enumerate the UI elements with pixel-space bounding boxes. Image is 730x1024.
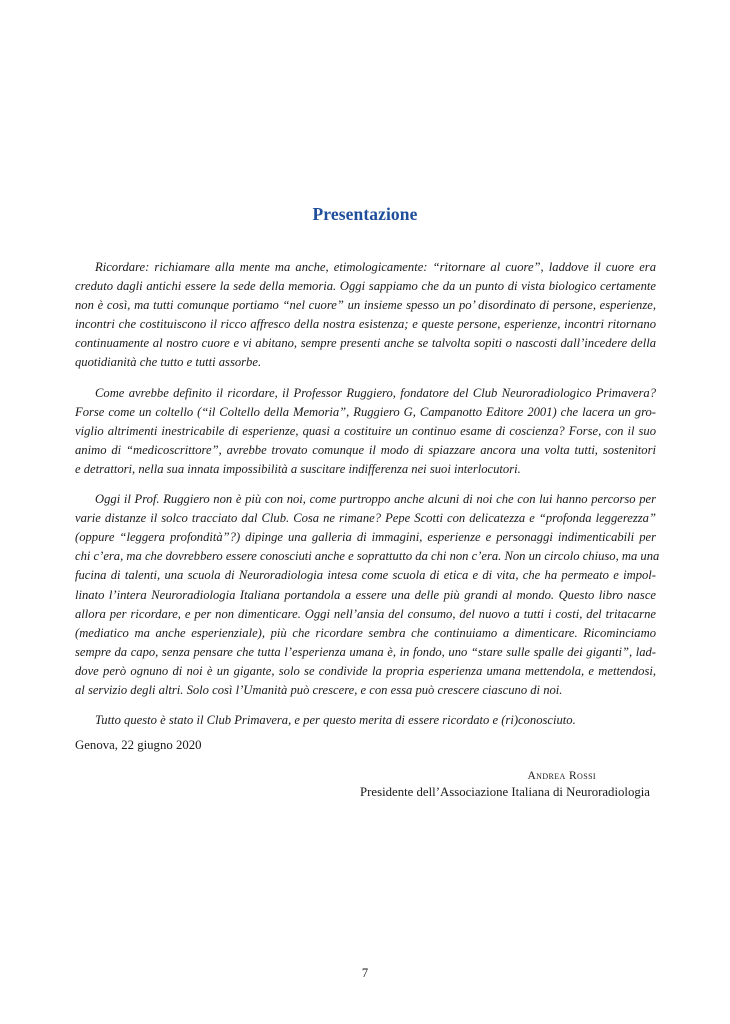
text-line: (oppure “leggera profondità”?) dipinge una galleria di immagini, esperienze e personaggi indimenticabili per [75, 530, 656, 545]
text-line: chi c’era, ma che dovrebbero essere conosciuti anche e soprattutto da chi non c’era. Non un circolo chiuso, ma una [75, 549, 660, 564]
text-line: dove però ognuno di noi è un gigante, solo se condivide la propria esperienza umana mettendola, e mettendosi, [75, 663, 656, 678]
text-line: Come avrebbe definito il ricordare, il Professor Ruggiero, fondatore del Club Neuroradiologico Primavera? [95, 385, 656, 400]
page-number: 7 [361, 966, 369, 980]
page-title: Presentazione [312, 204, 418, 224]
paragraph-1 [75, 258, 656, 373]
text-line: non è così, ma tutti comunque portiamo “nel cuore” un insieme spesso un po’ disordinato di persone, esperienze, [75, 298, 656, 313]
text-line: quotidianità che tutto e tutti assorbe. [75, 355, 262, 370]
text-line: al servizio degli altri. Solo così l’Umanità può crescere, e con essa può crescere ciascuno di noi. [75, 682, 563, 697]
paragraph-4 [75, 711, 656, 730]
text-line: incontri che costituiscono il ricco affresco della nostra esistenza; e queste persone, esperienze, incontri ritornano [75, 317, 656, 332]
text-line: Oggi il Prof. Ruggiero non è più con noi, come purtroppo anche alcuni di noi che con lui hanno percorso per [95, 492, 656, 507]
signature-block [360, 768, 650, 801]
text-line: varie distanze il solco tracciato dal Club. Cosa ne rimane? Pepe Scotti con delicatezza e “profonda leggerezza” [75, 511, 656, 526]
text-line: e detrattori, nella sua innata impossibilità a suscitare indifferenza nei suoi interlocutori. [75, 461, 521, 476]
date-place: Genova, 22 giugno 2020 [75, 738, 202, 752]
text-line: linato l’intera Neuroradiologia Italiana portandola a essere una delle più grandi al mondo. Questo libro nasce [75, 587, 656, 602]
author-role: Presidente dell’Associazione Italiana di Neuroradiologia [360, 785, 650, 799]
text-line: Forse come un coltello (“il Coltello della Memoria”, Ruggiero G, Campanotto Editore 2001) che lacera un gro- [75, 404, 656, 419]
text-line: Ricordare: richiamare alla mente ma anche, etimologicamente: “ritornare al cuore”, laddove il cuore era [95, 260, 656, 274]
text-line: fucina di talenti, una scuola di Neuroradiologia intesa come scuola di etica e di vita, che ha permeato e impol- [75, 568, 656, 583]
text-line: sempre da capo, senza pensare che tutta l’esperienza umana è, in fondo, uno “stare sulle spalle dei giganti”, lad- [75, 644, 656, 659]
author-name: Andrea Rossi [527, 770, 596, 782]
body-text [75, 258, 660, 741]
text-line: continuamente al nostro cuore e vi abitano, sempre presenti anche se talvolta sopiti o nascosti dall’incedere della [75, 336, 656, 351]
text-line: allora per ricordare, e per non dimenticare. Oggi nell’ansia del consumo, del nuovo a tutti i costi, del tritacarne [75, 606, 656, 621]
text-line: animo di “medicoscrittore”, avrebbe trovato comunque il modo di spiazzare ancora una volta tutti, sostenitori [75, 442, 656, 457]
paragraph-2 [75, 384, 656, 479]
text-line: Tutto questo è stato il Club Primavera, e per questo merita di essere ricordato e (ri)conosciuto. [95, 713, 576, 728]
text-line: (mediatico ma anche esperienziale), più che ricordare sembra che continuiamo a dimenticare. Ricominciamo [75, 625, 656, 640]
text-line: creduto dagli antichi essere la sede della memoria. Oggi sappiamo che da un punto di vista biologico certamente [75, 279, 656, 294]
text-line: viglio altrimenti inestricabile di esperienze, quasi a costituire un continuo esame di coscienza? Forse, con il suo [75, 423, 656, 438]
paragraph-3 [75, 490, 660, 700]
